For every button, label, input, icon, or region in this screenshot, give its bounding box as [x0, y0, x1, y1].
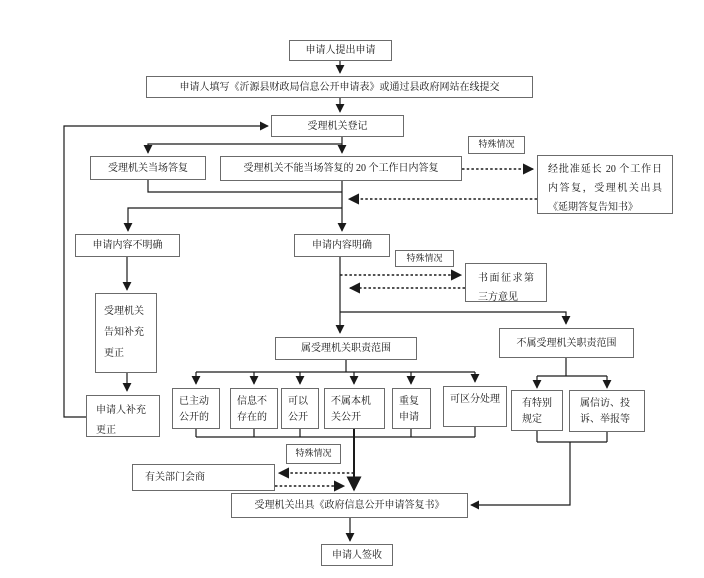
node-applicant-supplement: 申请人补充更正 [86, 395, 160, 437]
node-issue-reply: 受理机关出具《政府信息公开申请答复书》 [231, 493, 468, 518]
node-register: 受理机关登记 [271, 115, 404, 137]
node-onsite-reply: 受理机关当场答复 [90, 156, 206, 180]
node-petition-complaint: 属信访、投诉、举报等 [569, 390, 645, 432]
node-notify-supplement: 受理机关告知补充更正 [95, 293, 157, 373]
node-sign-receipt: 申请人签收 [321, 544, 393, 566]
node-in-scope: 属受理机关职责范围 [275, 337, 417, 360]
node-separable-handling: 可区分处理 [443, 386, 507, 427]
node-special-provisions: 有特别规定 [511, 390, 563, 431]
node-can-disclose: 可以公开 [281, 388, 319, 429]
node-deferred-reply: 受理机关不能当场答复的 20 个工作日内答复 [220, 156, 462, 181]
label-special-case-3: 特殊情况 [286, 444, 341, 464]
node-applicant-submit: 申请人提出申请 [289, 40, 392, 61]
node-third-party-opinion: 书面征求第三方意见 [465, 263, 547, 302]
node-content-unclear: 申请内容不明确 [75, 234, 180, 257]
node-extended-reply: 经批准延长 20 个工作日内答复，受理机关出具《延期答复告知书》 [537, 155, 673, 214]
node-other-agency: 不属本机关公开 [324, 388, 385, 429]
node-out-of-scope: 不属受理机关职责范围 [499, 328, 634, 358]
node-already-disclosed: 已主动公开的 [172, 388, 220, 429]
node-content-clear: 申请内容明确 [294, 234, 390, 257]
node-info-not-exist: 信息不存在的 [230, 388, 278, 429]
node-fill-form: 申请人填写《沂源县财政局信息公开申请表》或通过县政府网站在线提交 [146, 76, 533, 98]
label-special-case-2: 特殊情况 [395, 250, 454, 267]
label-special-case-1: 特殊情况 [468, 136, 525, 154]
node-department-consultation: 有关部门会商 [132, 464, 275, 491]
node-repeat-application: 重复申请 [392, 388, 431, 429]
